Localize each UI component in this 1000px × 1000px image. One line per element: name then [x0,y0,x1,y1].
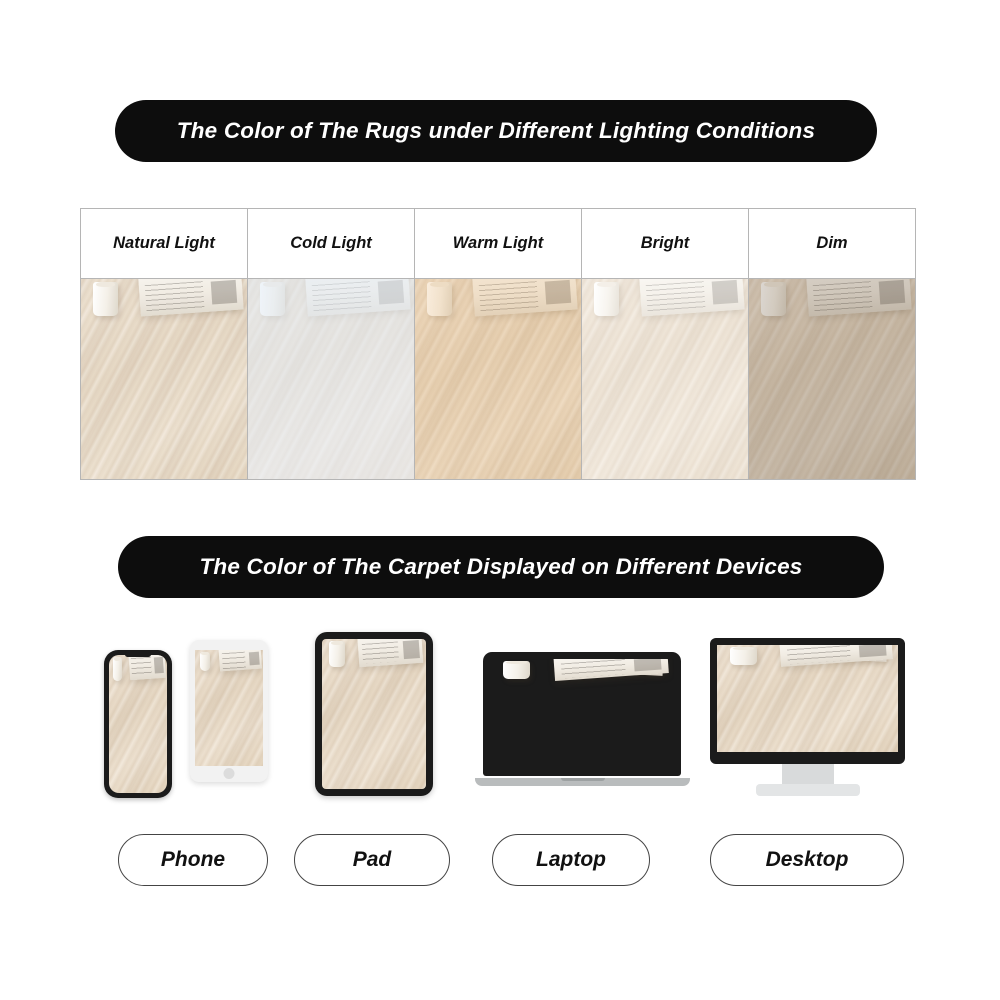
lighting-overlay [749,279,915,479]
rug-image [248,279,414,479]
table-header-row [81,209,915,279]
rug-image [109,655,167,793]
table-header-cell-dim [749,209,915,279]
desktop-mockup [710,638,905,818]
magazine-icon [218,650,262,671]
lighting-conditions-table [80,208,916,480]
rug-swatch-natural-light [81,279,248,479]
device-label-pad [294,834,450,886]
phone-light-screen [195,650,263,766]
devices-section-heading [118,536,884,598]
pad-screen [322,639,426,789]
table-header-cell-bright [582,209,749,279]
laptop-lid [483,652,681,776]
rug-image [81,279,247,479]
header-label: Warm Light [452,234,544,252]
desktop-stand-base [756,784,860,796]
phone-dark-screen [109,655,167,793]
magazine-photo-block [248,651,259,665]
desktop-stand-neck [782,764,834,786]
rug-image [322,639,426,789]
device-label-laptop [492,834,650,886]
lighting-section-heading [115,100,877,162]
magazine-icon [554,659,670,681]
phone-light-mockup [190,640,268,782]
rug-image [195,650,263,766]
device-label-text: Laptop [536,848,606,871]
header-label: Natural Light [113,234,215,252]
devices-heading-text: The Color of The Carpet Displayed on Different Devices [199,554,803,579]
mug-icon [200,652,210,672]
rug-image [490,659,674,767]
table-header-cell-natural-light [81,209,248,279]
phone-dark-mockup [104,650,172,798]
mug-icon [503,661,531,679]
device-label-phone [118,834,268,886]
laptop-screen [490,659,674,767]
laptop-base [475,778,690,786]
header-label: Cold Light [290,234,372,252]
magazine-text-lines [131,657,152,677]
table-header-cell-warm-light [415,209,582,279]
lighting-overlay [248,279,414,479]
pad-mockup [315,632,433,796]
rug-swatch-cold-light [248,279,415,479]
magazine-photo-block [154,657,164,673]
magazine-photo-block [403,640,420,658]
rug-image [582,279,748,479]
magazine-text-lines [362,641,399,664]
desktop-monitor [710,638,905,764]
home-button-icon[interactable] [224,768,235,779]
magazine-photo-block [634,659,662,672]
magazine-text-lines [221,651,246,668]
device-label-text: Desktop [765,848,849,871]
rug-swatch-dim [749,279,915,479]
header-label: Bright [640,234,690,252]
header-label: Dim [816,234,848,252]
magazine-icon [357,639,424,667]
device-label-text: Pad [352,848,392,871]
table-header-cell-cold-light [248,209,415,279]
magazine-photo-block [859,645,887,658]
magazine-icon [128,655,166,680]
notch-icon [125,652,151,657]
rug-image [415,279,581,479]
mug-icon [113,657,122,680]
table-swatch-row [81,279,915,479]
magazine-text-lines [787,646,851,665]
rug-swatch-warm-light [415,279,582,479]
device-label-text: Phone [160,848,226,871]
rug-image [749,279,915,479]
rug-image [717,645,898,752]
device-label-desktop [710,834,904,886]
mug-icon [730,647,757,665]
lighting-overlay [582,279,748,479]
lighting-overlay [415,279,581,479]
lighting-overlay [81,279,247,479]
magazine-text-lines [561,660,626,679]
rug-swatch-bright [582,279,749,479]
desktop-screen [717,645,898,752]
lighting-heading-text: The Color of The Rugs under Different Lighting Conditions [176,118,816,143]
mug-icon [329,641,345,667]
laptop-mockup [475,640,690,810]
